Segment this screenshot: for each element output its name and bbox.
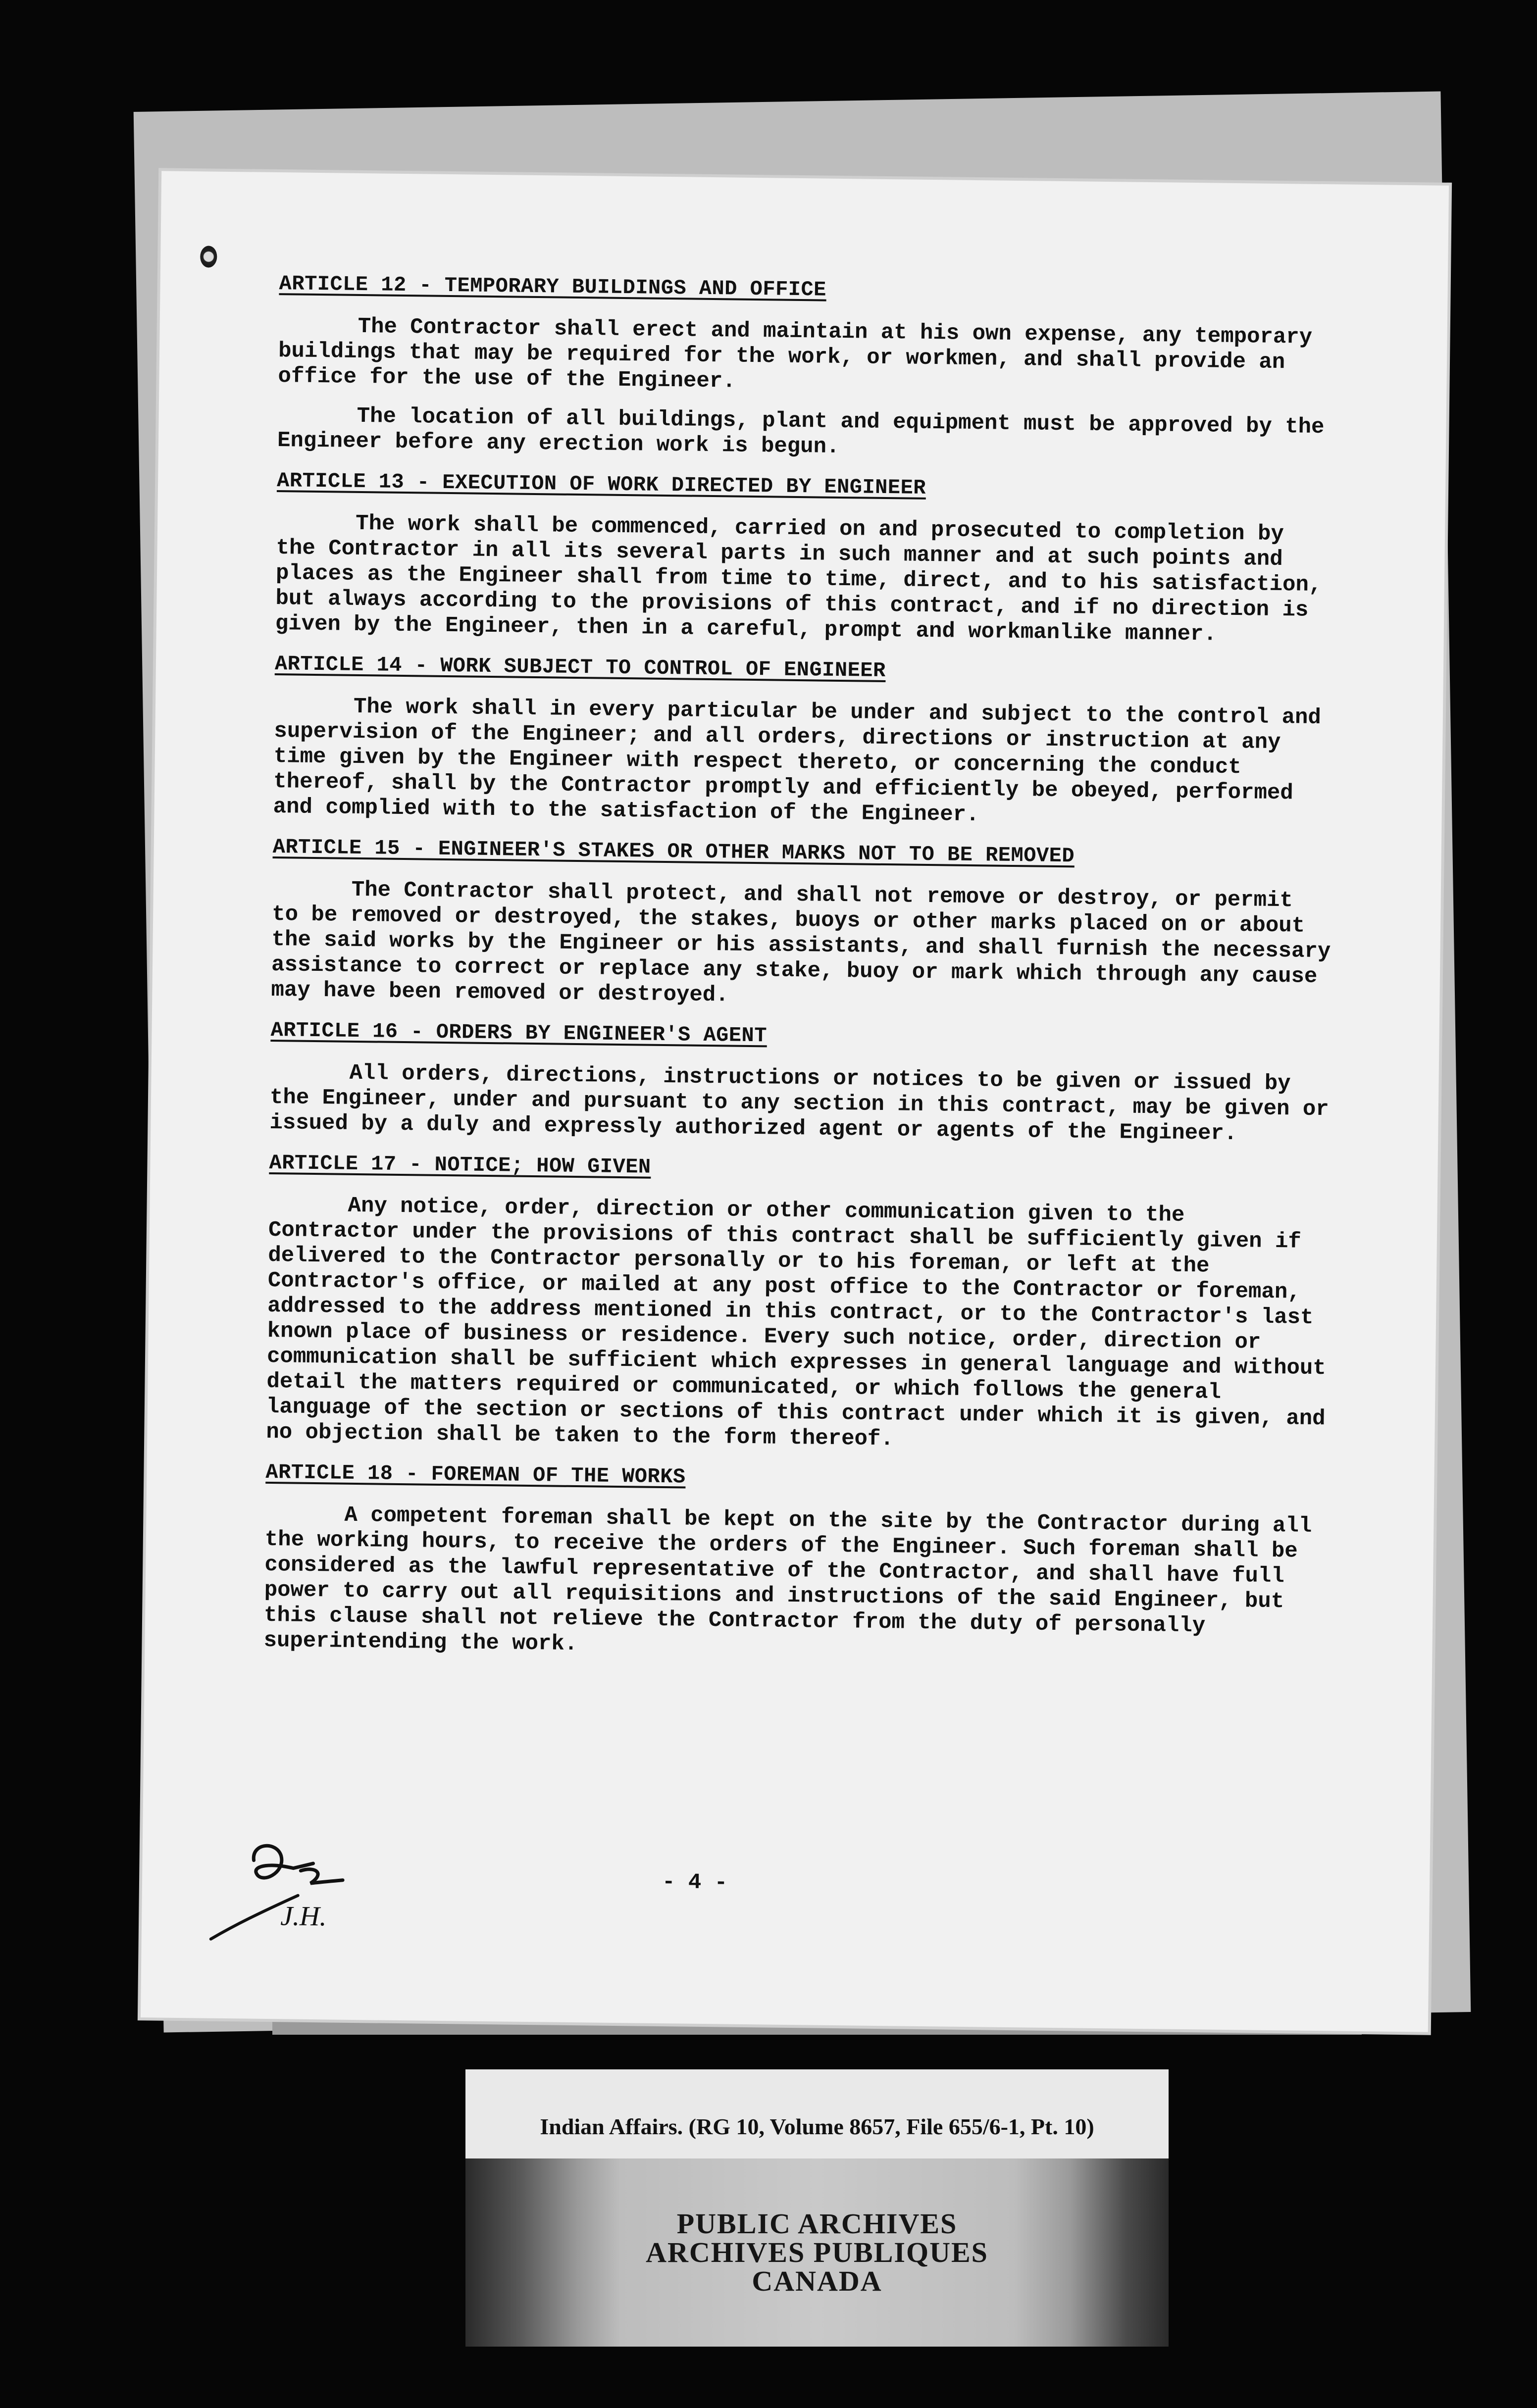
stamp-line-3: CANADA	[752, 2265, 882, 2297]
article-15	[271, 835, 1332, 1015]
article-heading: ARTICLE 18 - FOREMAN OF THE WORKS	[265, 1460, 686, 1489]
article-paragraph: A competent foreman shall be kept on the site by the Contractor during all the working hours, to receive the orders of the Engineer. Such foreman shall be considered as the lawful representative of the Contractor, and shall have full power to carry out all requisitions and instructions of the said Engineer, but this clause shall not relieve the Contractor from the duty of personally superintending the work.	[263, 1503, 1312, 1657]
stamp-line-2: ARCHIVES PUBLIQUES	[646, 2236, 988, 2268]
article-14	[273, 652, 1334, 832]
article-16	[269, 1018, 1331, 1148]
archive-reference: Indian Affairs. (RG 10, Volume 8657, File 655/6-1, Pt. 10)	[540, 2113, 1094, 2139]
article-paragraph: The location of all buildings, plant and equipment must be approved by the Engineer before any erection work is begun.	[277, 403, 1325, 459]
stamp-text	[646, 2209, 988, 2296]
article-paragraph: The Contractor shall protect, and shall not remove or destroy, or permit to be removed or destroyed, the stakes, buoys or other marks placed on or about the said works by the Engineer or his assistants, and shall furnish the necessary assistance to correct or replace any stake, buoy or mark which through any cause may have been removed or destroyed.	[271, 877, 1331, 1008]
article-paragraph: The Contractor shall erect and maintain at his own expense, any temporary buildings that may be required for the work, or workmen, and shall provide an office for the use of the Engineer.	[278, 314, 1313, 394]
article-18	[263, 1460, 1325, 1665]
article-heading: ARTICLE 13 - EXECUTION OF WORK DIRECTED BY ENGINEER	[276, 469, 926, 500]
article-heading: ARTICLE 15 - ENGINEER'S STAKES OR OTHER MARKS NOT TO BE REMOVED	[272, 835, 1075, 868]
article-heading: ARTICLE 17 - NOTICE; HOW GIVEN	[269, 1151, 651, 1179]
article-paragraph: The work shall in every particular be under and subject to the control and supervision of the Engineer; and all orders, directions or instruction at any time given by the Engineer with respect thereto, or concerning the conduct thereof, shall by the Contractor promptly and efficiently be obeyed, performed and complied with to the satisfaction of the Engineer.	[273, 694, 1322, 828]
public-archives-stamp	[465, 2158, 1169, 2347]
article-17	[266, 1151, 1329, 1457]
article-heading: ARTICLE 12 - TEMPORARY BUILDINGS AND OFFICE	[279, 272, 827, 302]
document-body	[263, 271, 1339, 1680]
article-13	[275, 468, 1337, 649]
handwritten-initials	[205, 1825, 385, 1956]
article-heading: ARTICLE 16 - ORDERS BY ENGINEER'S AGENT	[270, 1018, 768, 1048]
article-12	[277, 271, 1339, 465]
article-heading: ARTICLE 14 - WORK SUBJECT TO CONTROL OF ENGINEER	[274, 652, 886, 683]
article-paragraph: All orders, directions, instructions or notices to be given or issued by the Engineer, under and pursuant to any section in this contract, may be given or issued by a duly and expressly authorized agent or agents of the Engineer.	[269, 1060, 1329, 1147]
initials-text: J.H.	[280, 1901, 327, 1932]
page-number: - 4 -	[662, 1870, 728, 1896]
article-paragraph: The work shall be commenced, carried on and prosecuted to completion by the Contractor in all its several parts in such manner and at such points and places as the Engineer shall from time to time, direct, and to his satisfaction, but always according to the provisions of this contract, and if no direction is given by the Engineer, then in a careful, prompt and workmanlike manner.	[275, 511, 1322, 647]
punch-hole-mark	[200, 246, 217, 267]
stamp-line-1: PUBLIC ARCHIVES	[676, 2207, 958, 2240]
article-paragraph: Any notice, order, direction or other communication given to the Contractor under the provisions of this contract shall be sufficiently given if delivered to the Contractor personally or to his foreman, or left at the Contractor's office, or mailed at any post office to the Contractor or foreman, addressed to the address mentioned in this contract, or to the Contractor's last known place of business or residence. Every such notice, order, direction or communication shall be sufficient which expresses in general language and without detail the matters required or communicated, or which follows the general language of the section or sections of this contract under which it is given, and no objection shall be taken to the form thereof.	[266, 1193, 1326, 1452]
document-sheet	[141, 171, 1449, 2032]
